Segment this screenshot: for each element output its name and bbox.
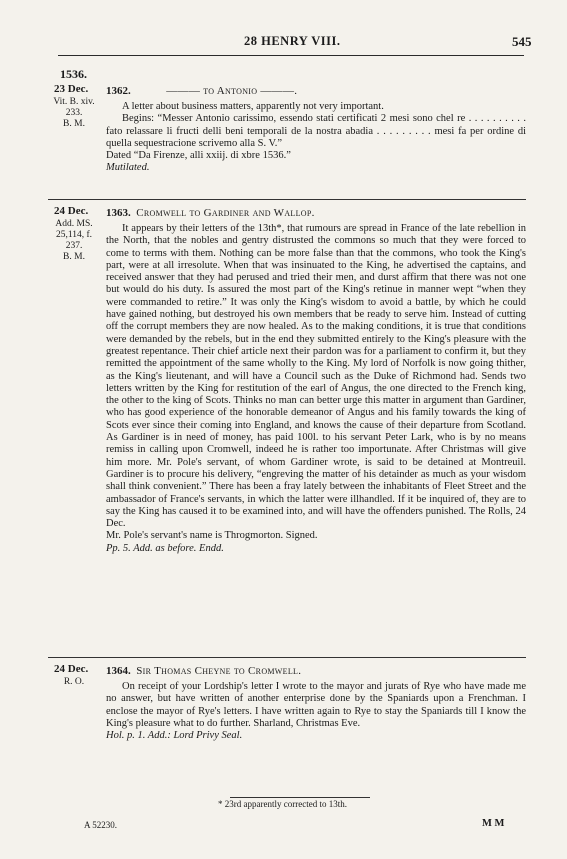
signature-mark: M M: [482, 818, 505, 829]
entry-number: 1364.: [106, 665, 131, 677]
page-number: 545: [512, 34, 532, 49]
running-header: [0, 34, 567, 52]
archive-ref: Vit. B. xiv.: [53, 97, 95, 107]
entry-title: Cromwell to Gardiner and Wallop.: [136, 207, 315, 219]
footnote: * 23rd apparently corrected to 13th.: [218, 799, 347, 809]
entry-date: 24 Dec.: [54, 205, 89, 217]
entry-title: Sir Thomas Cheyne to Cromwell.: [136, 665, 302, 677]
archive-ref: Add. MS.: [55, 219, 93, 229]
header-title: 28 HENRY VIII.: [244, 34, 341, 48]
entry-number: 1363.: [106, 207, 131, 219]
entry-1363: [106, 206, 526, 555]
entry-heading: [106, 84, 526, 98]
entry-separator: [48, 199, 526, 200]
entry-date: 23 Dec.: [54, 83, 89, 95]
entry-note: Mutilated.: [106, 162, 150, 174]
footnote-rule: [230, 797, 370, 798]
printer-mark: A 52230.: [84, 820, 118, 830]
entry-margin-1362: [48, 84, 100, 130]
entry-1364: [106, 664, 526, 742]
entry-heading: [106, 206, 526, 220]
archive-ref: R. O.: [63, 677, 85, 687]
year-label: 1536.: [60, 67, 87, 81]
entry-heading: [106, 664, 526, 678]
entry-title: ——— to Antonio ———.: [166, 85, 298, 97]
entry-number: 1362.: [106, 85, 131, 97]
entry-note: Pp. 5. Add. as before. Endd.: [106, 542, 224, 554]
archive-ref: B. M.: [63, 252, 85, 262]
entry-1362: [106, 84, 526, 175]
entry-note: Hol. p. 1. Add.: Lord Privy Seal.: [106, 730, 243, 742]
entry-margin-1364: [48, 664, 100, 688]
entry-paragraph: Begins: “Messer Antonio carissimo, essendo stati certificati 2 mesi sono chel re . . . . . . . . . . fato relassare li fructi delli beni temporali de la nostra abadia . . . . . . . . . mesi fa per ordine di quella sequestracione scrivemo alla S. V.”: [106, 113, 526, 149]
entry-date: 24 Dec.: [54, 663, 89, 675]
entry-paragraph: It appears by their letters of the 13th*, that rumours are spread in France of the late rebellion in the North, that the nobles and gentry distrusted the commons so much that they were forced to come to terms with them. Nothing can be more false than that the commons, who took the King's part, were at all irresolute. When that was insinuated to the King, he advertised the captains, and received answer that they had perused and tried their men, and durst affirm that there was not one but would do his duty. Is assured the most part of the King's retinue in manner wept “when they were commanded to retire.” It was only the King's wisdom to avoid a battle, by which he could have gained nothing, but destroyed his own members that be ready to serve him. Instead of cutting off the corrupt members they are now healed. As to the making conditions, it is true that conditions were demanded by the rebels, but in the end they submitted entirely to the King's pleasure with the greatest repentance. Their chief article next their pardon was for a parliament to confirm it, but they remitted the appointment of the same wholly to the King. My lord of Norfolk is now going thither, as the King's lieutenant, and will have a Council such as the Duke of Richmond had. Sends two letters written by the King for restitution of the earl of Angus, the one directed to the French king, the other to the king of Scots. Thinks no man can better urge this matter in argument than Gardiner, who has good experience of the honorable demeanor of Angus and his family towards the king of Scots ever since their coming into England, and knows the cause of their departure from Scotland. As Gardiner is in need of money, has paid 100l. to his servant Peter Lark, who is by no means remiss in calling upon Cromwell, indeed he is rather too importunate. After Christmas will give him more. Mr. Pole's servant, of whom Gardiner wrote, is said to be detained at Montreuil. Gardiner is to procure his delivery, “engreving the matter of his detainder as much as your wisdom shall think convenient.” There has been a fray lately between the inhabitants of Fleet Street and the ambassador of France's servants, in which the latter were illhandled. If it be inquired of, they are to say the King has caused it to be examined into, and will have the offenders punished. The Rolls, 24 Dec.: [106, 223, 526, 530]
header-rule: [58, 55, 524, 56]
entry-paragraph: A letter about business matters, apparently not very important.: [122, 101, 384, 112]
entry-separator: [48, 657, 526, 658]
archive-ref: B. M.: [63, 119, 85, 129]
archive-ref: 233.: [65, 108, 83, 118]
archive-ref: 25,114, f. 237.: [55, 230, 93, 251]
entry-paragraph: Mr. Pole's servant's name is Throgmorton. Signed.: [106, 530, 318, 542]
entry-margin-1363: [48, 206, 100, 263]
entry-paragraph: Dated “Da Firenze, alli xxiij. di xbre 1536.”: [106, 150, 291, 162]
entry-paragraph: On receipt of your Lordship's letter I wrote to the mayor and jurats of Rye who have made me no answer, but have written of another enterprise done by the Spaniards upon a Frenchman. I enclose the mayor of Rye's letters. I have written again to Rye to stay the Spaniards till I know the King's pleasure what to do further. Sharland, Christmas Eve.: [106, 681, 526, 729]
